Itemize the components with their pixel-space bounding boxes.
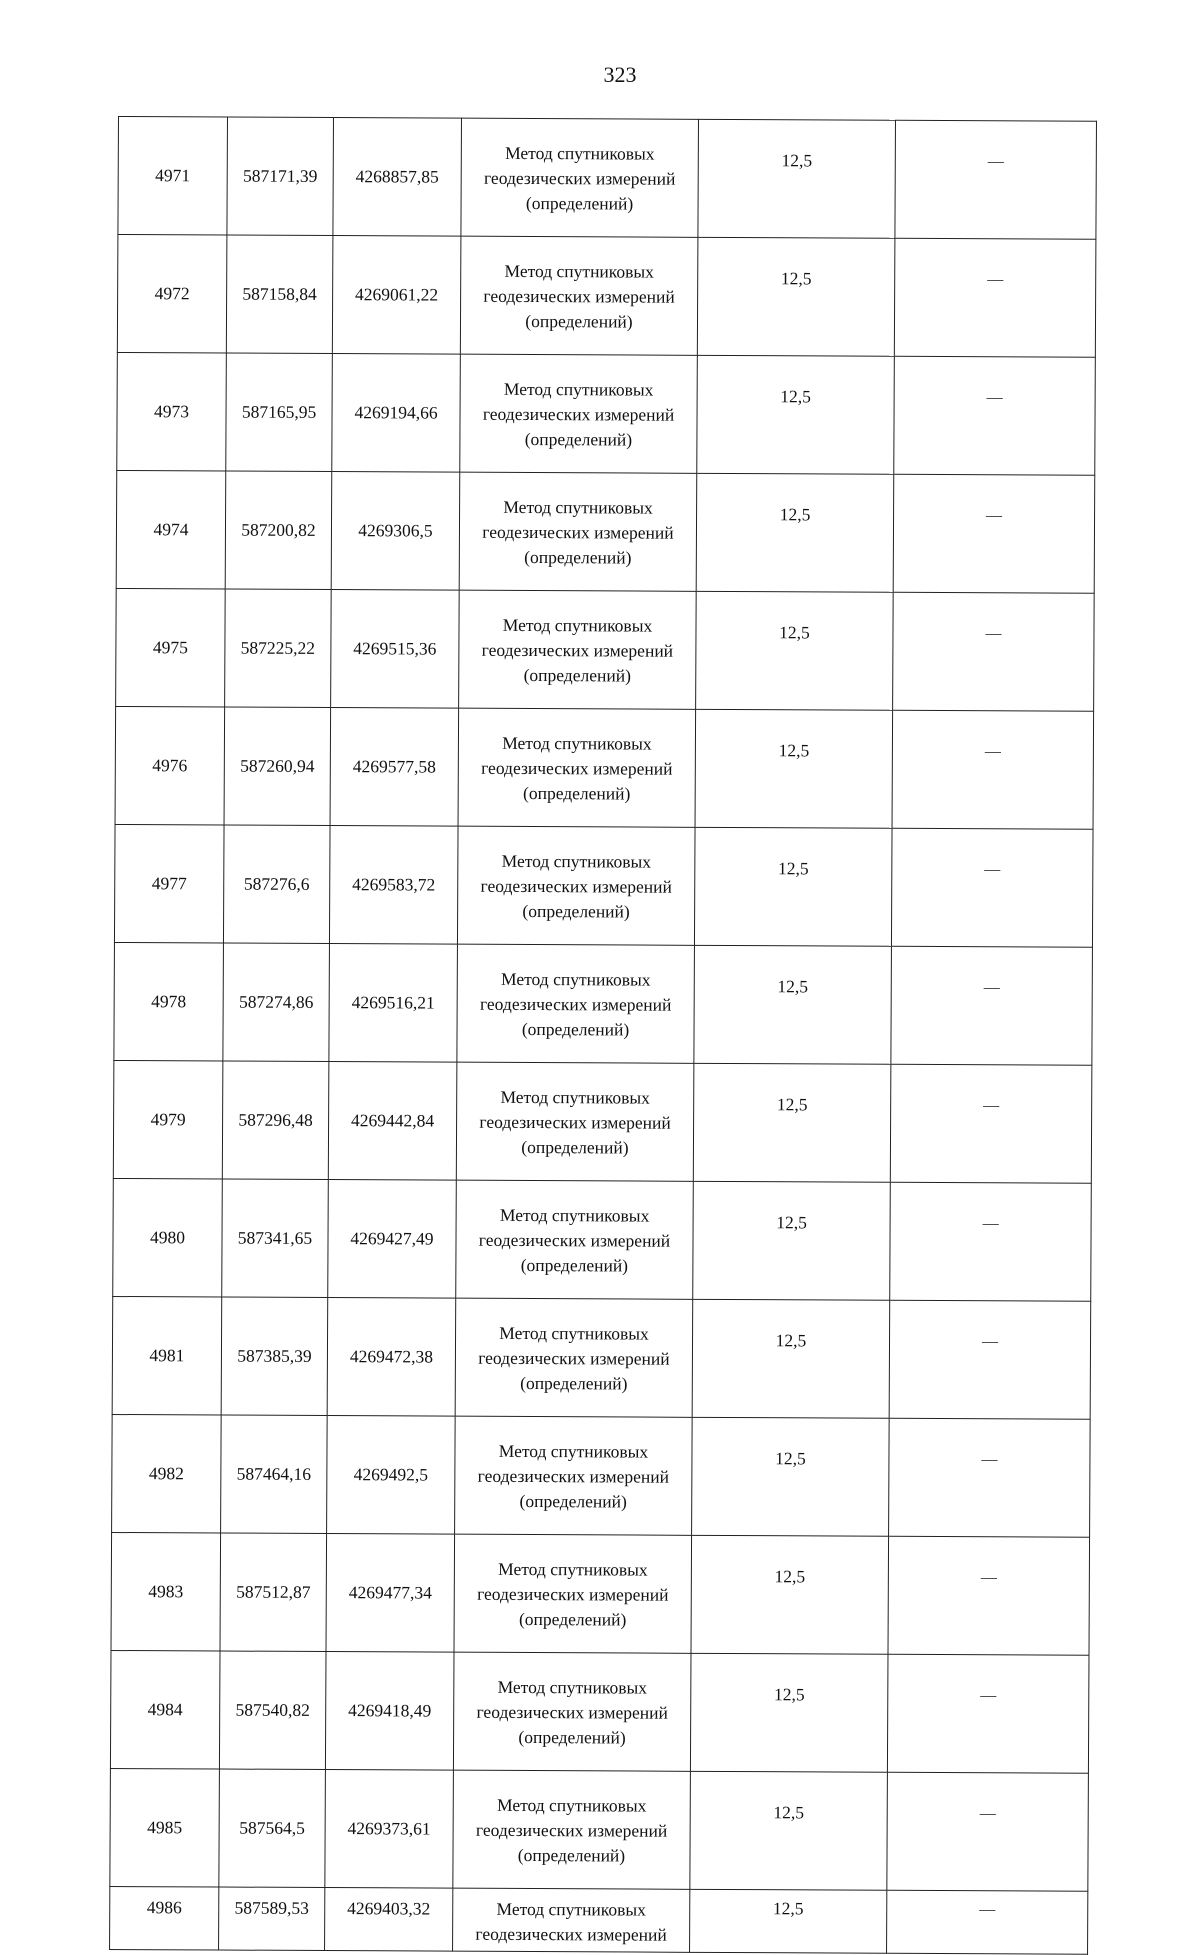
method-cell xyxy=(460,354,698,473)
accuracy-cell: 12,5 xyxy=(691,1535,889,1654)
method-line: геодезических измерений xyxy=(478,1347,670,1369)
note-dash-cell: — xyxy=(890,1064,1092,1183)
y-coordinate-cell: 4268857,85 xyxy=(333,118,462,237)
point-number-cell: 4971 xyxy=(118,117,228,236)
method-cell xyxy=(459,472,697,591)
x-coordinate-cell: 587385,39 xyxy=(221,1297,328,1416)
x-coordinate-cell: 587158,84 xyxy=(226,235,333,354)
note-dash-cell: — xyxy=(892,710,1094,829)
point-number-cell: 4976 xyxy=(115,706,225,825)
y-coordinate-cell: 4269583,72 xyxy=(329,826,458,945)
table-row xyxy=(113,1060,1092,1183)
method-line: Метод спутниковых xyxy=(502,614,653,636)
method-line: геодезических измерений xyxy=(481,639,674,661)
method-line: геодезических измерений xyxy=(481,757,673,779)
table-row xyxy=(111,1532,1090,1655)
method-line: Метод спутниковых xyxy=(504,260,655,282)
point-number-cell: 4982 xyxy=(112,1414,222,1533)
method-line: Метод спутниковых xyxy=(499,1204,650,1226)
method-line: Метод спутниковых xyxy=(498,1558,648,1580)
method-line: (определений) xyxy=(521,1018,630,1040)
method-line: (определений) xyxy=(524,428,633,450)
accuracy-cell: 12,5 xyxy=(694,827,892,946)
method-line: геодезических измерений xyxy=(479,993,672,1015)
accuracy-cell: 12,5 xyxy=(692,1299,890,1418)
y-coordinate-cell: 4269477,34 xyxy=(326,1534,455,1653)
x-coordinate-cell: 587200,82 xyxy=(225,471,332,590)
x-coordinate-cell: 587276,6 xyxy=(223,825,330,944)
table-body xyxy=(110,117,1097,1955)
method-line: геодезических измерений xyxy=(475,1923,667,1945)
method-cell xyxy=(460,236,698,355)
table-row xyxy=(117,352,1096,475)
method-cell xyxy=(453,1770,691,1889)
x-coordinate-cell: 587225,22 xyxy=(225,589,332,708)
y-coordinate-cell: 4269577,58 xyxy=(330,708,459,827)
point-number-cell: 4980 xyxy=(113,1178,223,1297)
method-line: геодезических измерений xyxy=(480,875,672,897)
method-cell xyxy=(459,590,697,709)
note-dash-cell: — xyxy=(889,1300,1091,1419)
table-row xyxy=(115,706,1094,829)
y-coordinate-cell: 4269442,84 xyxy=(328,1062,457,1181)
accuracy-cell: 12,5 xyxy=(692,1417,890,1536)
point-number-cell: 4972 xyxy=(117,235,227,354)
y-coordinate-cell: 4269403,32 xyxy=(325,1888,453,1952)
point-number-cell: 4983 xyxy=(111,1532,221,1651)
x-coordinate-cell: 587296,48 xyxy=(222,1061,329,1180)
method-line: (определений) xyxy=(520,1254,629,1276)
method-cell xyxy=(455,1298,693,1417)
method-line: геодезических измерений xyxy=(479,1111,671,1133)
x-coordinate-cell: 587274,86 xyxy=(223,943,330,1062)
method-line: Метод спутниковых xyxy=(499,1322,649,1344)
accuracy-cell: 12,5 xyxy=(693,1181,891,1300)
method-cell xyxy=(455,1416,693,1535)
y-coordinate-cell: 4269492,5 xyxy=(327,1416,456,1535)
method-line: Метод спутниковых xyxy=(498,1440,649,1462)
note-dash-cell: — xyxy=(893,474,1095,593)
method-line: геодезических измерений xyxy=(482,521,674,543)
method-line: (определений) xyxy=(523,664,631,686)
table-row xyxy=(113,1178,1092,1301)
table-row xyxy=(110,1768,1089,1891)
method-line: Метод спутниковых xyxy=(501,850,652,872)
x-coordinate-cell: 587464,16 xyxy=(221,1415,328,1534)
method-line: (определений) xyxy=(520,1372,628,1394)
x-coordinate-cell: 587564,5 xyxy=(219,1769,326,1888)
method-line: (определений) xyxy=(519,1490,627,1512)
y-coordinate-cell: 4269427,49 xyxy=(328,1180,457,1299)
method-cell xyxy=(457,826,695,945)
method-line: Метод спутниковых xyxy=(496,1898,647,1920)
point-number-cell: 4975 xyxy=(116,588,226,707)
note-dash-cell: — xyxy=(888,1536,1090,1655)
method-cell xyxy=(456,1062,694,1181)
table-row xyxy=(112,1414,1091,1537)
x-coordinate-cell: 587512,87 xyxy=(220,1533,327,1652)
table-row xyxy=(110,1886,1088,1954)
note-dash-cell: — xyxy=(893,592,1095,711)
note-dash-cell: — xyxy=(887,1890,1088,1954)
y-coordinate-cell: 4269515,36 xyxy=(331,590,460,709)
accuracy-cell: 12,5 xyxy=(690,1653,888,1772)
point-number-cell: 4986 xyxy=(110,1886,219,1950)
method-line: геодезических измерений xyxy=(476,1701,668,1723)
point-number-cell: 4981 xyxy=(112,1296,222,1415)
method-cell xyxy=(461,118,699,237)
note-dash-cell: — xyxy=(895,120,1097,239)
page-number: 323 xyxy=(603,62,637,87)
accuracy-cell: 12,5 xyxy=(696,473,894,592)
point-number-cell: 4984 xyxy=(110,1650,220,1769)
accuracy-cell: 12,5 xyxy=(690,1771,888,1890)
accuracy-cell: 12,5 xyxy=(698,119,896,238)
x-coordinate-cell: 587260,94 xyxy=(224,707,331,826)
point-number-cell: 4978 xyxy=(114,942,224,1061)
method-line: геодезических измерений xyxy=(483,167,676,189)
method-line: Метод спутниковых xyxy=(502,732,652,754)
note-dash-cell: — xyxy=(890,1182,1092,1301)
method-line: (определений) xyxy=(521,1136,629,1158)
table-row xyxy=(114,942,1093,1065)
note-dash-cell: — xyxy=(894,238,1096,357)
method-cell xyxy=(458,708,696,827)
method-cell xyxy=(457,944,695,1063)
accuracy-cell: 12,5 xyxy=(697,237,895,356)
method-line: геодезических измерений xyxy=(477,1465,670,1487)
method-line: (определений) xyxy=(522,782,631,804)
table-row xyxy=(114,824,1093,947)
method-cell xyxy=(456,1180,694,1299)
coordinates-table xyxy=(109,116,1097,1955)
method-line: (определений) xyxy=(518,1726,626,1748)
point-number-cell: 4979 xyxy=(113,1060,223,1179)
table-row xyxy=(118,117,1097,240)
x-coordinate-cell: 587589,53 xyxy=(219,1887,325,1951)
method-line: Метод спутниковых xyxy=(496,1794,647,1816)
note-dash-cell: — xyxy=(891,946,1093,1065)
method-line: Метод спутниковых xyxy=(503,496,653,518)
x-coordinate-cell: 587165,95 xyxy=(226,353,333,472)
method-line: (определений) xyxy=(518,1608,627,1630)
method-line: Метод спутниковых xyxy=(505,142,655,164)
point-number-cell: 4985 xyxy=(110,1768,220,1887)
accuracy-cell: 12,5 xyxy=(690,1889,887,1953)
note-dash-cell: — xyxy=(891,828,1093,947)
table-row xyxy=(110,1650,1089,1773)
method-line: Метод спутниковых xyxy=(497,1676,648,1698)
note-dash-cell: — xyxy=(894,356,1096,475)
table-row xyxy=(112,1296,1091,1419)
point-number-cell: 4977 xyxy=(114,824,224,943)
table-row xyxy=(116,588,1095,711)
accuracy-cell: 12,5 xyxy=(694,945,892,1064)
point-number-cell: 4974 xyxy=(116,470,226,589)
method-line: геодезических измерений xyxy=(477,1583,669,1605)
method-line: геодезических измерений xyxy=(483,285,675,307)
y-coordinate-cell: 4269373,61 xyxy=(325,1770,454,1889)
method-cell xyxy=(453,1888,690,1952)
method-line: Метод спутниковых xyxy=(500,1086,650,1108)
accuracy-cell: 12,5 xyxy=(695,709,893,828)
note-dash-cell: — xyxy=(887,1772,1089,1891)
method-line: (определений) xyxy=(524,546,632,568)
method-line: Метод спутниковых xyxy=(501,968,651,990)
note-dash-cell: — xyxy=(889,1418,1091,1537)
y-coordinate-cell: 4269061,22 xyxy=(332,236,461,355)
y-coordinate-cell: 4269194,66 xyxy=(332,354,461,473)
table-row xyxy=(117,235,1096,358)
method-cell xyxy=(453,1652,691,1771)
y-coordinate-cell: 4269472,38 xyxy=(327,1298,456,1417)
x-coordinate-cell: 587540,82 xyxy=(219,1651,326,1770)
method-line: (определений) xyxy=(522,900,630,922)
y-coordinate-cell: 4269418,49 xyxy=(325,1652,454,1771)
method-line: Метод спутниковых xyxy=(503,378,654,400)
method-cell xyxy=(454,1534,692,1653)
accuracy-cell: 12,5 xyxy=(697,355,895,474)
point-number-cell: 4973 xyxy=(117,352,227,471)
y-coordinate-cell: 4269306,5 xyxy=(331,472,460,591)
y-coordinate-cell: 4269516,21 xyxy=(329,944,458,1063)
table-row xyxy=(116,470,1095,593)
method-line: (определений) xyxy=(525,310,633,332)
x-coordinate-cell: 587341,65 xyxy=(222,1179,329,1298)
method-line: (определений) xyxy=(517,1844,626,1866)
method-line: (определений) xyxy=(525,192,634,214)
method-line: геодезических измерений xyxy=(475,1819,668,1841)
method-line: геодезических измерений xyxy=(482,403,675,425)
accuracy-cell: 12,5 xyxy=(696,591,894,710)
accuracy-cell: 12,5 xyxy=(693,1063,891,1182)
note-dash-cell: — xyxy=(887,1654,1089,1773)
x-coordinate-cell: 587171,39 xyxy=(227,117,334,236)
method-line: геодезических измерений xyxy=(478,1229,671,1251)
